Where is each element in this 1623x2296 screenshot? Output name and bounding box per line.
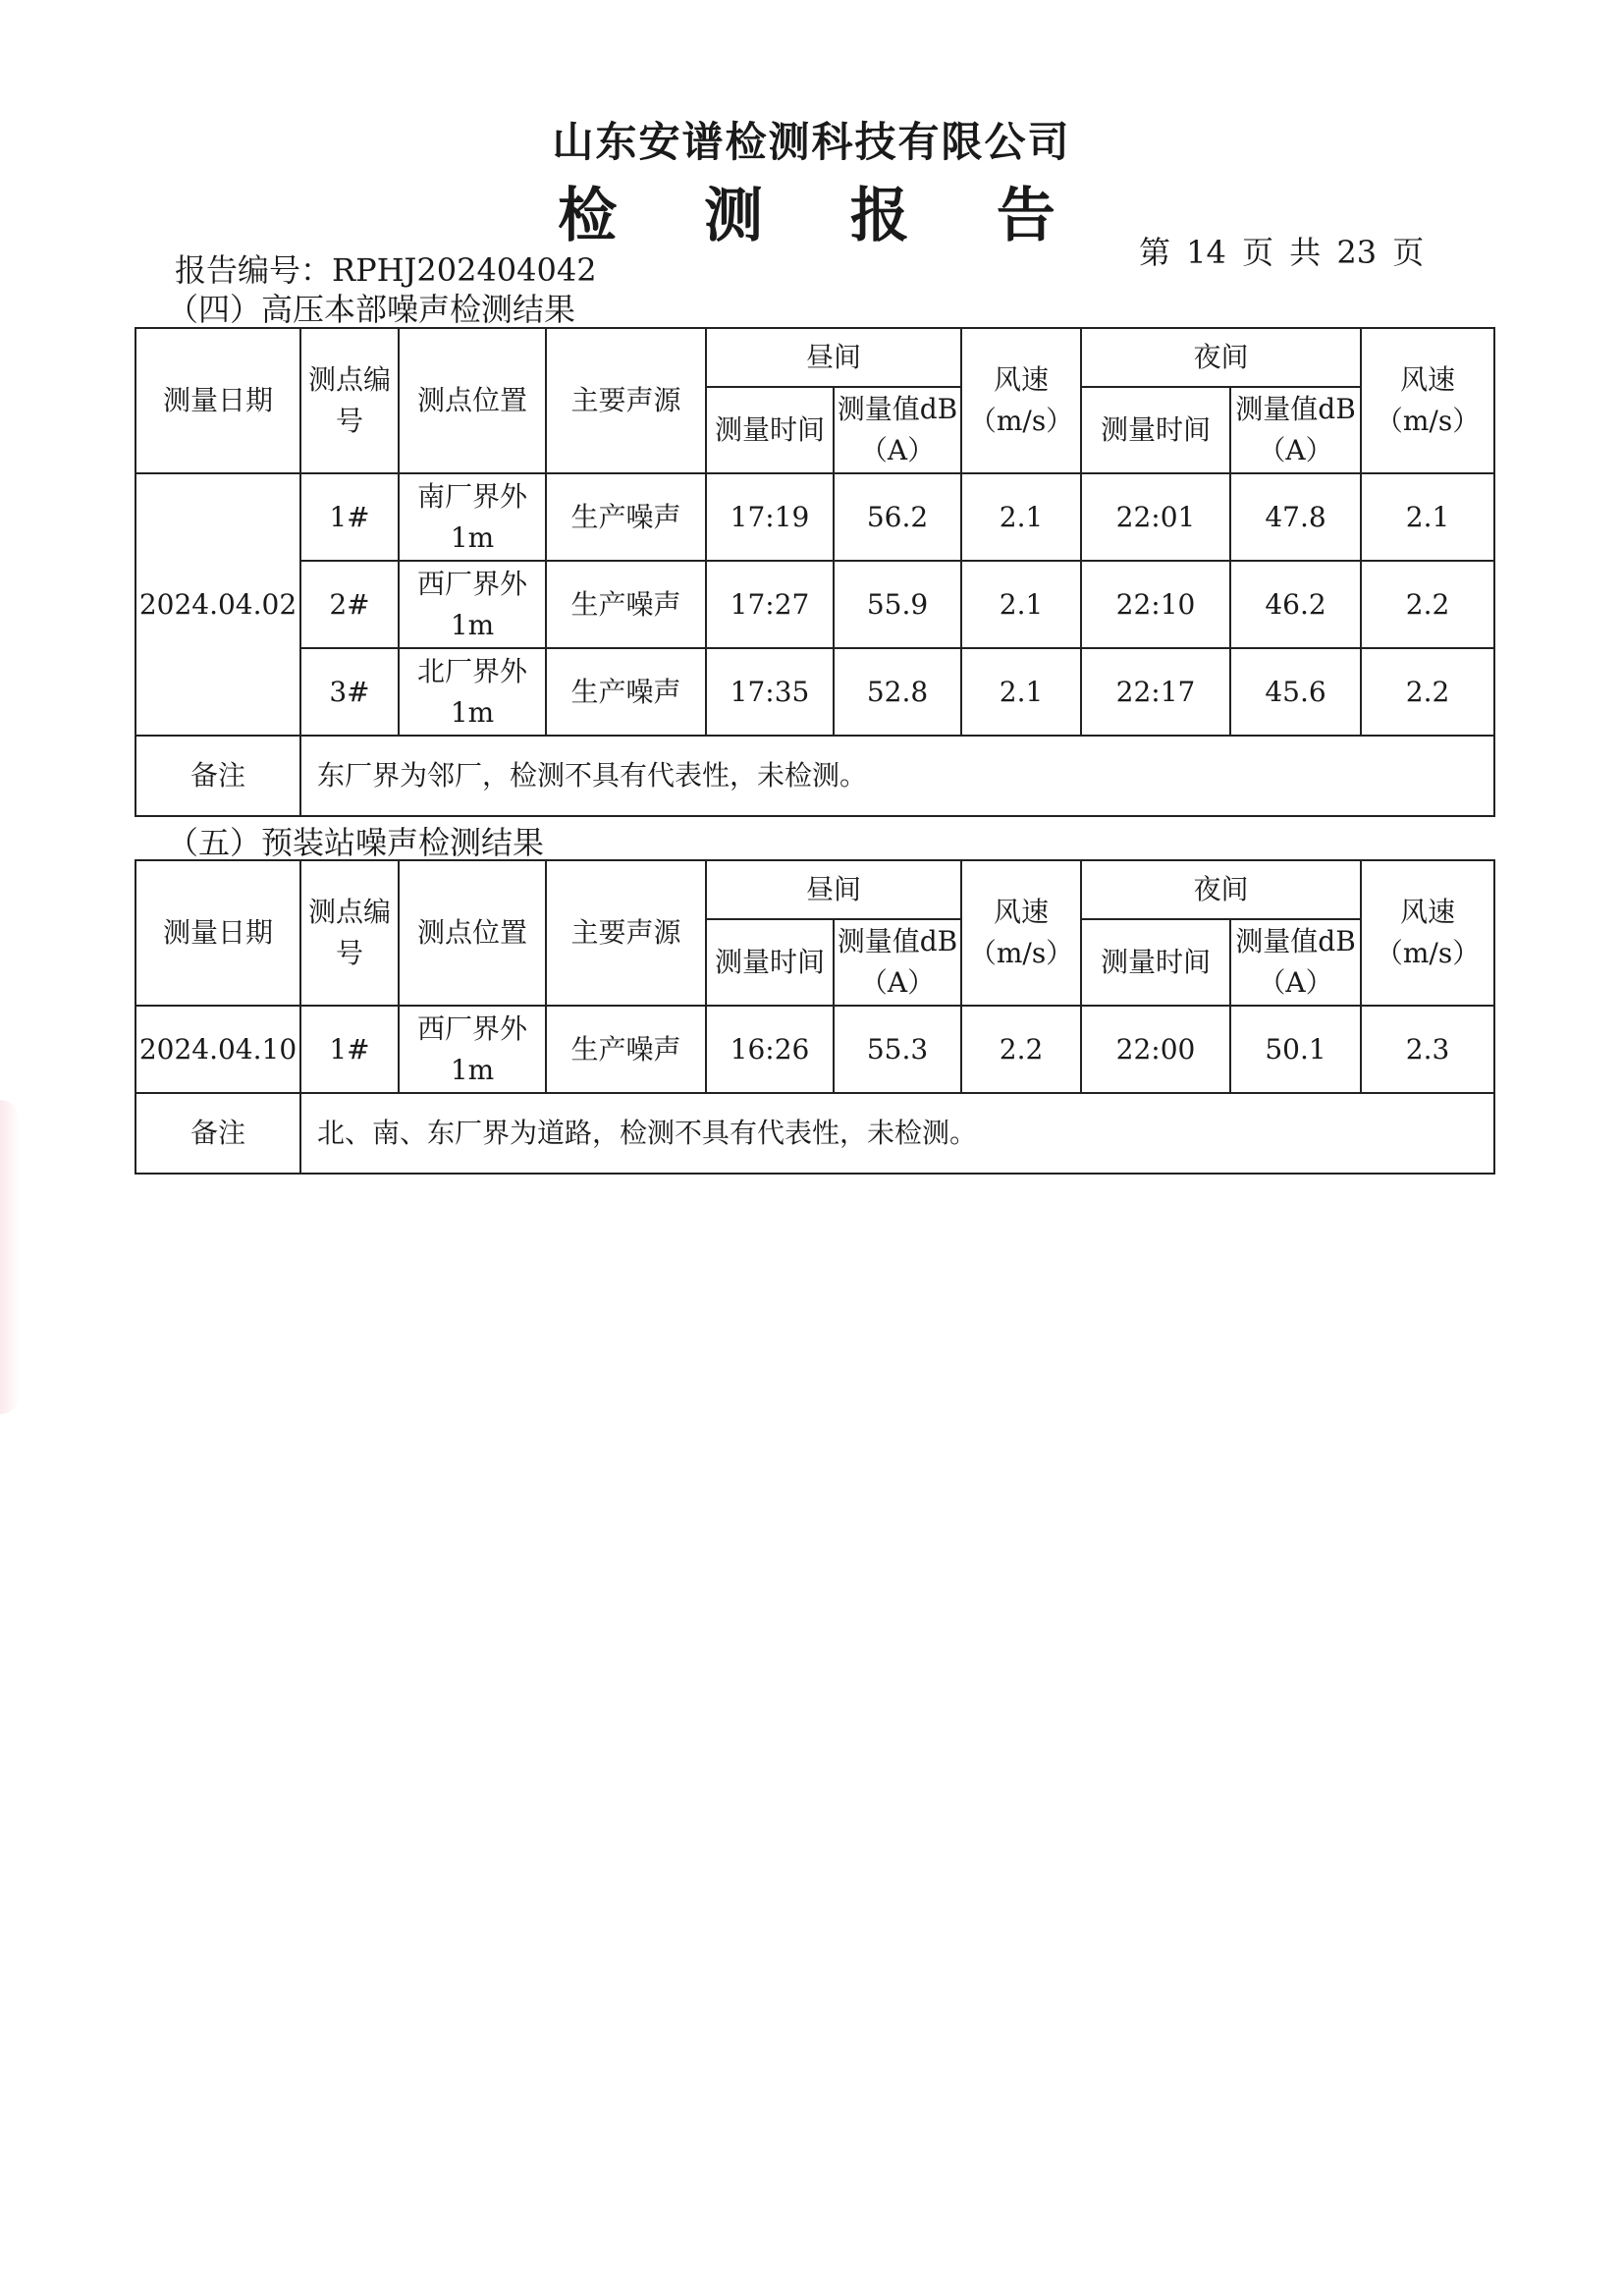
cell-night-value: 47.8 bbox=[1230, 473, 1361, 561]
cell-source: 生产噪声 bbox=[546, 561, 706, 648]
cell-night-wind: 2.2 bbox=[1361, 648, 1494, 736]
header-night: 夜间 bbox=[1081, 860, 1361, 919]
noise-table-prefab-station bbox=[135, 859, 1495, 1175]
header-date: 测量日期 bbox=[135, 860, 300, 1006]
section-title-high-voltage: （四）高压本部噪声检测结果 bbox=[167, 291, 576, 328]
note-label: 备注 bbox=[135, 736, 300, 816]
cell-day-value: 56.2 bbox=[834, 473, 961, 561]
header-day-wind: 风速（m/s） bbox=[961, 328, 1081, 473]
cell-night-time: 22:00 bbox=[1081, 1006, 1230, 1093]
cell-night-wind: 2.1 bbox=[1361, 473, 1494, 561]
section-title-prefab-station: （五）预装站噪声检测结果 bbox=[167, 824, 545, 861]
cell-date: 2024.04.02 bbox=[135, 473, 300, 736]
header-day-wind: 风速（m/s） bbox=[961, 860, 1081, 1006]
header-night-wind: 风速（m/s） bbox=[1361, 860, 1494, 1006]
header-date: 测量日期 bbox=[135, 328, 300, 473]
cell-point-loc: 南厂界外1m bbox=[399, 473, 546, 561]
cell-day-time: 17:35 bbox=[706, 648, 834, 736]
header-point-loc: 测点位置 bbox=[399, 328, 546, 473]
cell-source: 生产噪声 bbox=[546, 1006, 706, 1093]
header-night-value: 测量值dB（A） bbox=[1230, 387, 1361, 473]
cell-night-wind: 2.2 bbox=[1361, 561, 1494, 648]
header-night-time: 测量时间 bbox=[1081, 387, 1230, 473]
noise-table-high-voltage bbox=[135, 327, 1495, 817]
note-row bbox=[135, 736, 1494, 816]
cell-night-value: 45.6 bbox=[1230, 648, 1361, 736]
cell-day-value: 55.3 bbox=[834, 1006, 961, 1093]
cell-day-wind: 2.1 bbox=[961, 561, 1081, 648]
header-point-no: 测点编号 bbox=[300, 328, 399, 473]
header-night: 夜间 bbox=[1081, 328, 1361, 387]
cell-night-value: 50.1 bbox=[1230, 1006, 1361, 1093]
cell-source: 生产噪声 bbox=[546, 473, 706, 561]
cell-point-loc: 西厂界外1m bbox=[399, 561, 546, 648]
header-day: 昼间 bbox=[706, 328, 961, 387]
cell-point-loc: 北厂界外1m bbox=[399, 648, 546, 736]
cell-point-no: 2# bbox=[300, 561, 399, 648]
header-source: 主要声源 bbox=[546, 328, 706, 473]
header-night-wind: 风速（m/s） bbox=[1361, 328, 1494, 473]
report-title: 检 测 报 告 bbox=[558, 182, 1089, 250]
cell-night-value: 46.2 bbox=[1230, 561, 1361, 648]
note-text: 东厂界为邻厂，检测不具有代表性，未检测。 bbox=[300, 736, 1494, 816]
table-row bbox=[135, 648, 1494, 736]
header-point-no: 测点编号 bbox=[300, 860, 399, 1006]
cell-day-wind: 2.2 bbox=[961, 1006, 1081, 1093]
note-label: 备注 bbox=[135, 1093, 300, 1174]
cell-night-time: 22:17 bbox=[1081, 648, 1230, 736]
header-day-value: 测量值dB（A） bbox=[834, 919, 961, 1006]
table-row bbox=[135, 473, 1494, 561]
company-name: 山东安谱检测科技有限公司 bbox=[552, 118, 1071, 166]
cell-day-time: 17:27 bbox=[706, 561, 834, 648]
table-row bbox=[135, 561, 1494, 648]
cell-day-wind: 2.1 bbox=[961, 648, 1081, 736]
report-number: 报告编号：RPHJ202404042 bbox=[175, 251, 597, 289]
cell-day-time: 17:19 bbox=[706, 473, 834, 561]
cell-point-loc: 西厂界外1m bbox=[399, 1006, 546, 1093]
header-day-value: 测量值dB（A） bbox=[834, 387, 961, 473]
cell-point-no: 1# bbox=[300, 1006, 399, 1093]
seal-stamp-edge bbox=[0, 1100, 20, 1414]
header-day-time: 测量时间 bbox=[706, 387, 834, 473]
cell-night-time: 22:01 bbox=[1081, 473, 1230, 561]
cell-day-wind: 2.1 bbox=[961, 473, 1081, 561]
header-day: 昼间 bbox=[706, 860, 961, 919]
header-source: 主要声源 bbox=[546, 860, 706, 1006]
cell-day-time: 16:26 bbox=[706, 1006, 834, 1093]
cell-day-value: 52.8 bbox=[834, 648, 961, 736]
page-info: 第 14 页 共 23 页 bbox=[1139, 234, 1425, 271]
table-row bbox=[135, 1006, 1494, 1093]
cell-point-no: 1# bbox=[300, 473, 399, 561]
header-day-time: 测量时间 bbox=[706, 919, 834, 1006]
header-night-time: 测量时间 bbox=[1081, 919, 1230, 1006]
header-night-value: 测量值dB（A） bbox=[1230, 919, 1361, 1006]
note-row bbox=[135, 1093, 1494, 1174]
cell-source: 生产噪声 bbox=[546, 648, 706, 736]
cell-day-value: 55.9 bbox=[834, 561, 961, 648]
cell-night-wind: 2.3 bbox=[1361, 1006, 1494, 1093]
note-text: 北、南、东厂界为道路，检测不具有代表性，未检测。 bbox=[300, 1093, 1494, 1174]
cell-night-time: 22:10 bbox=[1081, 561, 1230, 648]
cell-date: 2024.04.10 bbox=[135, 1006, 300, 1093]
cell-point-no: 3# bbox=[300, 648, 399, 736]
header-point-loc: 测点位置 bbox=[399, 860, 546, 1006]
